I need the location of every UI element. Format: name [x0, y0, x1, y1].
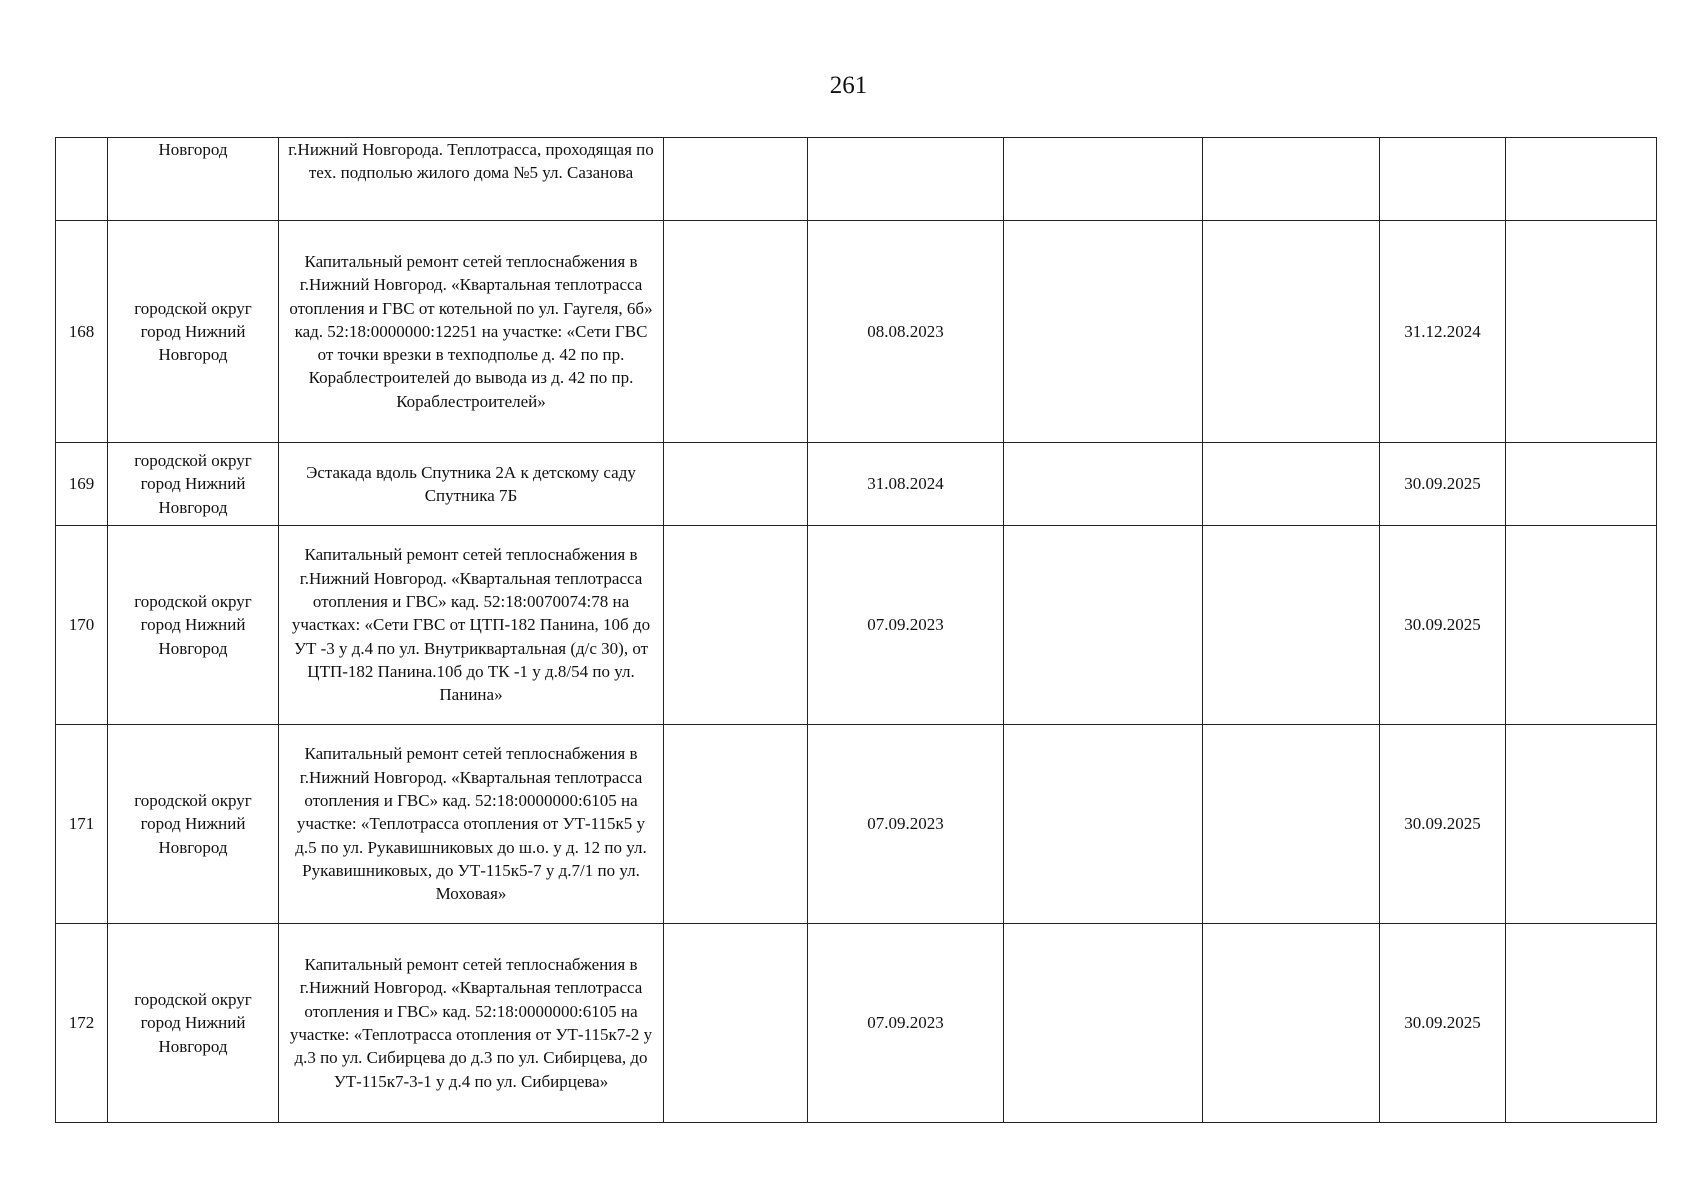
- empty-cell: [664, 221, 808, 443]
- table-row: [56, 221, 1657, 443]
- end-date-cell: 30.09.2025: [1380, 725, 1506, 924]
- start-date-cell: [808, 138, 1004, 221]
- row-number-cell: 168: [56, 221, 108, 443]
- empty-cell: [664, 924, 808, 1123]
- empty-cell: [1004, 526, 1203, 725]
- row-number-cell: 169: [56, 443, 108, 526]
- empty-cell: [1004, 924, 1203, 1123]
- municipality-cell: городской округ город Нижний Новгород: [108, 443, 279, 526]
- empty-cell: [1506, 443, 1657, 526]
- start-date-cell: 07.09.2023: [808, 526, 1004, 725]
- object-description-cell: Капитальный ремонт сетей теплоснабжения в г.Нижний Новгород. «Квартальная теплотрасса отопления и ГВС» кад. 52:18:0000000:6105 на участке: «Теплотрасса отопления от УТ-115к5 у д.5 по ул. Рукавишниковых до ш.о. у д. 12 по ул. Рукавишниковых, до УТ-115к5-7 у д.7/1 по ул. Моховая»: [279, 725, 664, 924]
- empty-cell: [1203, 725, 1380, 924]
- municipality-cell: Новгород: [108, 138, 279, 221]
- object-description-cell: Капитальный ремонт сетей теплоснабжения в г.Нижний Новгород. «Квартальная теплотрасса отопления и ГВС от котельной по ул. Гаугеля, 6б» кад. 52:18:0000000:12251 на участке: «Сети ГВС от точки врезки в техподполье д. 42 по пр. Кораблестроителей до вывода из д. 42 по пр. Кораблестроителей»: [279, 221, 664, 443]
- table-row: [56, 526, 1657, 725]
- end-date-cell: [1380, 138, 1506, 221]
- empty-cell: [664, 526, 808, 725]
- empty-cell: [1004, 443, 1203, 526]
- start-date-cell: 08.08.2023: [808, 221, 1004, 443]
- end-date-cell: 30.09.2025: [1380, 443, 1506, 526]
- object-description-cell: г.Нижний Новгорода. Теплотрасса, проходящая по тех. подполью жилого дома №5 ул. Сазанова: [279, 138, 664, 221]
- object-description-cell: Капитальный ремонт сетей теплоснабжения в г.Нижний Новгород. «Квартальная теплотрасса отопления и ГВС» кад. 52:18:0070074:78 на участках: «Сети ГВС от ЦТП-182 Панина, 10б до УТ -3 у д.4 по ул. Внутриквартальная (д/с 30), от ЦТП-182 Панина.10б до ТК -1 у д.8/54 по ул. Панина»: [279, 526, 664, 725]
- end-date-cell: 31.12.2024: [1380, 221, 1506, 443]
- empty-cell: [1506, 924, 1657, 1123]
- empty-cell: [1004, 221, 1203, 443]
- empty-cell: [1203, 924, 1380, 1123]
- row-number-cell: [56, 138, 108, 221]
- table-row: [56, 725, 1657, 924]
- start-date-cell: 31.08.2024: [808, 443, 1004, 526]
- empty-cell: [1203, 138, 1380, 221]
- empty-cell: [1506, 138, 1657, 221]
- object-description-cell: Капитальный ремонт сетей теплоснабжения в г.Нижний Новгород. «Квартальная теплотрасса отопления и ГВС» кад. 52:18:0000000:6105 на участке: «Теплотрасса отопления от УТ-115к7-2 у д.3 по ул. Сибирцева до д.3 по ул. Сибирцева, до УТ-115к7-3-1 у д.4 по ул. Сибирцева»: [279, 924, 664, 1123]
- table-row: [56, 138, 1657, 221]
- empty-cell: [1203, 443, 1380, 526]
- end-date-cell: 30.09.2025: [1380, 526, 1506, 725]
- end-date-cell: 30.09.2025: [1380, 924, 1506, 1123]
- empty-cell: [664, 725, 808, 924]
- empty-cell: [1203, 526, 1380, 725]
- start-date-cell: 07.09.2023: [808, 924, 1004, 1123]
- table-row: [56, 443, 1657, 526]
- empty-cell: [664, 443, 808, 526]
- empty-cell: [664, 138, 808, 221]
- empty-cell: [1004, 725, 1203, 924]
- empty-cell: [1506, 725, 1657, 924]
- empty-cell: [1506, 526, 1657, 725]
- registry-table: [55, 137, 1657, 1123]
- municipality-cell: городской округ город Нижний Новгород: [108, 725, 279, 924]
- municipality-cell: городской округ город Нижний Новгород: [108, 924, 279, 1123]
- empty-cell: [1004, 138, 1203, 221]
- empty-cell: [1506, 221, 1657, 443]
- row-number-cell: 171: [56, 725, 108, 924]
- municipality-cell: городской округ город Нижний Новгород: [108, 221, 279, 443]
- municipality-cell: городской округ город Нижний Новгород: [108, 526, 279, 725]
- empty-cell: [1203, 221, 1380, 443]
- row-number-cell: 170: [56, 526, 108, 725]
- row-number-cell: 172: [56, 924, 108, 1123]
- object-description-cell: Эстакада вдоль Спутника 2А к детскому саду Спутника 7Б: [279, 443, 664, 526]
- start-date-cell: 07.09.2023: [808, 725, 1004, 924]
- table-row: [56, 924, 1657, 1123]
- page-number: 261: [829, 72, 868, 99]
